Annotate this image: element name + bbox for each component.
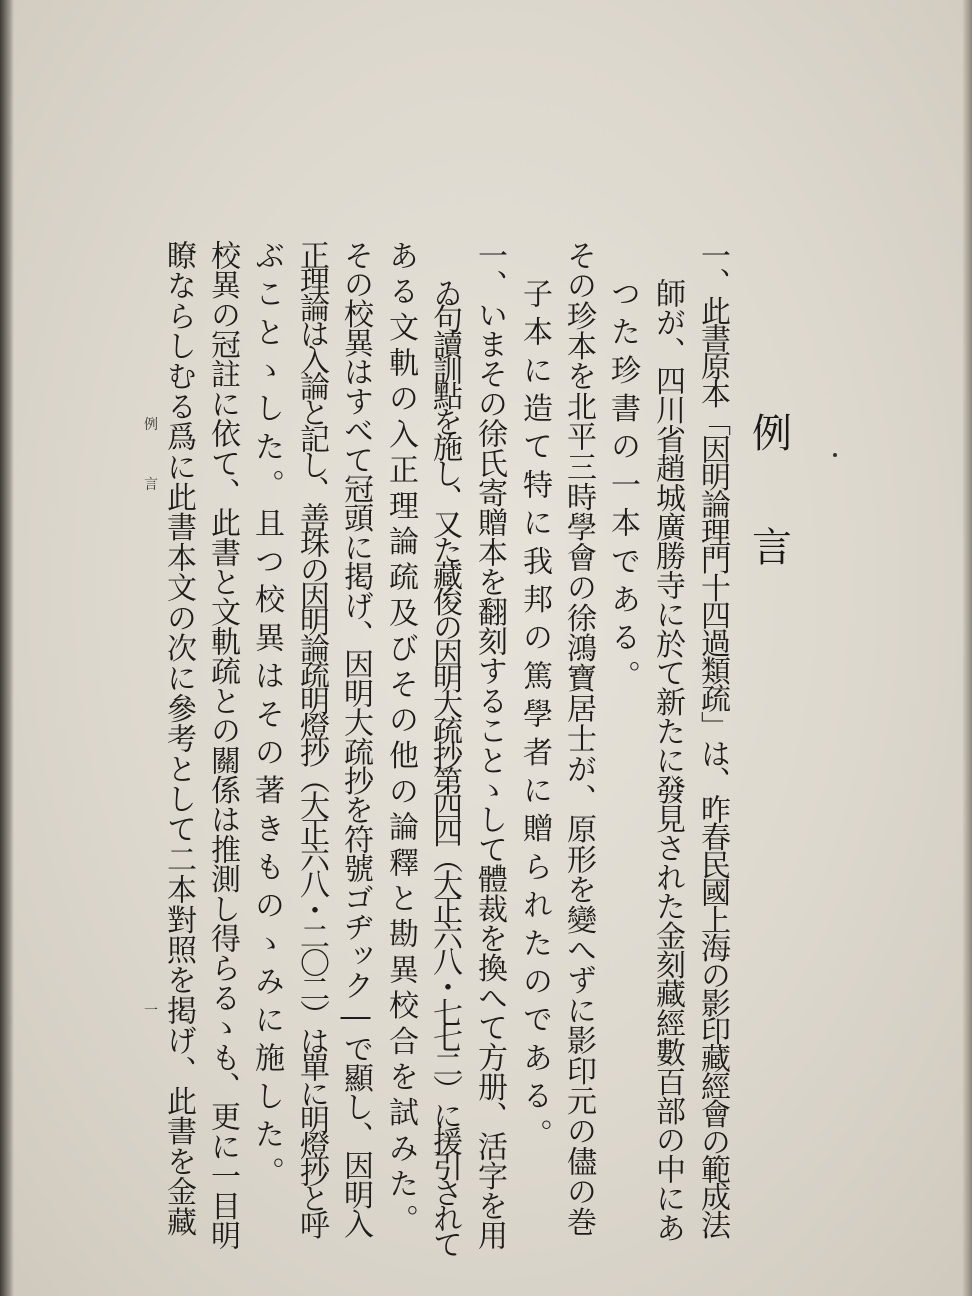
text-column-5: 子本に造て特に我邦の篤學者に贈られたのである。 — [517, 278, 552, 1157]
text-column-3: つた珍書の一本である。 — [605, 278, 640, 699]
ink-speck — [833, 453, 837, 457]
running-head-char-rei: 例 — [144, 417, 158, 433]
text-column-6: 一、いまその徐氏寄贈本を翻刻することゝして體裁を換へて方册、活字を用 — [472, 240, 507, 1250]
page-edge-shadow-left — [0, 0, 14, 1296]
text-column-1: 一、此書原本「因明論理門十四過類疏」は、昨春民國上海の影印藏經會の範成法 — [695, 240, 730, 1238]
title-char-rei: 例 — [752, 411, 792, 457]
text-column-10: 正理論は入論と記し、善珠の因明論疏明燈抄（大正六八・二〇二）は單に明燈抄と呼 — [294, 240, 329, 1236]
text-column-12: 校異の冠註に依て、此書と文軌疏との關係は推測し得らるゝも、更に一目明 — [205, 240, 240, 1250]
running-head-char-gen: 言 — [144, 477, 158, 493]
text-column-7: ゐ句讀訓點を施し、又た藏俊の因明大疏抄第四四（大正六八・七七二）に援引されて — [427, 278, 462, 1255]
text-column-2: 師が、四川省趙城廣勝寺に於て新たに發見された金刻藏經數百部の中にあ — [650, 278, 685, 1242]
text-column-9: その校異はすべて冠頭に掲げ、因明大疏抄を符號ゴヂック―で顯し、因明入 — [338, 240, 373, 1238]
text-column-8: ある文軌の入正理論疏及びその他の論釋と勘異校合を試みた。 — [383, 240, 418, 1240]
text-column-11: ぶことゝした。且つ校異はその著きものゝみに施した。 — [249, 240, 284, 1195]
page-number: 一 — [144, 1003, 158, 1019]
page-edge-shadow-right — [962, 0, 972, 1296]
text-column-4: その珍本を北平三時學會の徐鴻寶居士が、原形を變へずに影印元の儘の巻 — [561, 240, 596, 1237]
text-column-13: 瞭ならしむる爲に此書本文の次に參考として二本對照を掲げ、此書を金藏 — [161, 240, 196, 1237]
title-char-gen: 言 — [752, 525, 792, 571]
